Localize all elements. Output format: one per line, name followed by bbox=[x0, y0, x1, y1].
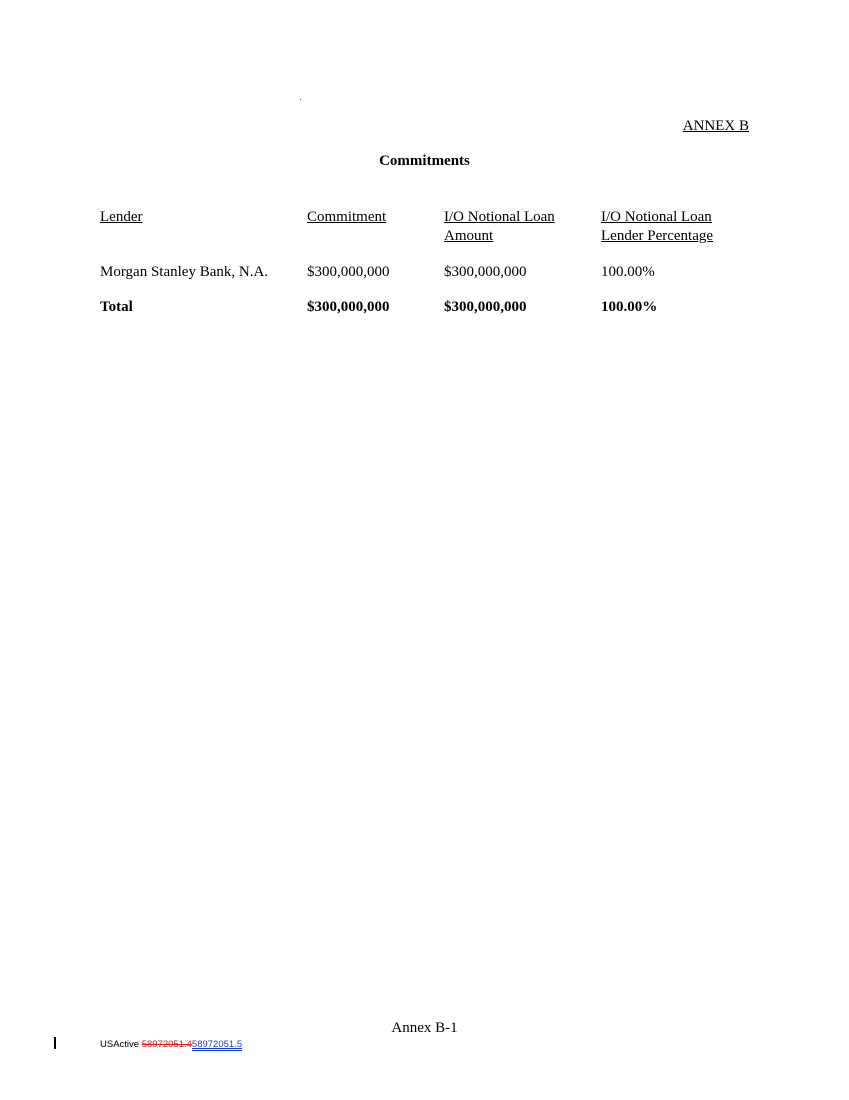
revision-change-bar bbox=[54, 1037, 56, 1049]
row-lender: Morgan Stanley Bank, N.A. bbox=[100, 264, 269, 280]
row-io-percentage: 100.00% bbox=[601, 264, 655, 280]
row-io-amount: $300,000,000 bbox=[444, 264, 527, 280]
stray-dot bbox=[300, 99, 301, 100]
header-io-amount bbox=[444, 208, 555, 246]
page-title: Commitments bbox=[379, 153, 470, 169]
header-commitment: Commitment bbox=[307, 209, 387, 225]
row-commitment: $300,000,000 bbox=[307, 264, 390, 280]
total-io-amount: $300,000,000 bbox=[444, 299, 527, 315]
total-label: Total bbox=[100, 299, 133, 315]
header-io-percentage bbox=[601, 208, 713, 246]
annex-heading: ANNEX B bbox=[682, 118, 749, 134]
page-footer-label: Annex B-1 bbox=[391, 1020, 458, 1036]
total-commitment: $300,000,000 bbox=[307, 299, 390, 315]
doc-id-deleted: 58972051.4 bbox=[141, 1039, 192, 1050]
total-io-percentage: 100.00% bbox=[601, 299, 658, 315]
doc-id-inserted: 58972051.5 bbox=[191, 1039, 243, 1050]
header-lender: Lender bbox=[100, 209, 143, 225]
header-io-amount-line2: Amount bbox=[444, 228, 494, 244]
header-io-amount-line1: I/O Notional Loan bbox=[444, 209, 555, 225]
document-id bbox=[100, 1039, 242, 1050]
doc-id-prefix: USActive bbox=[100, 1039, 142, 1050]
header-io-pct-line1: I/O Notional Loan bbox=[601, 209, 712, 225]
header-io-pct-line2: Lender Percentage bbox=[601, 228, 714, 244]
